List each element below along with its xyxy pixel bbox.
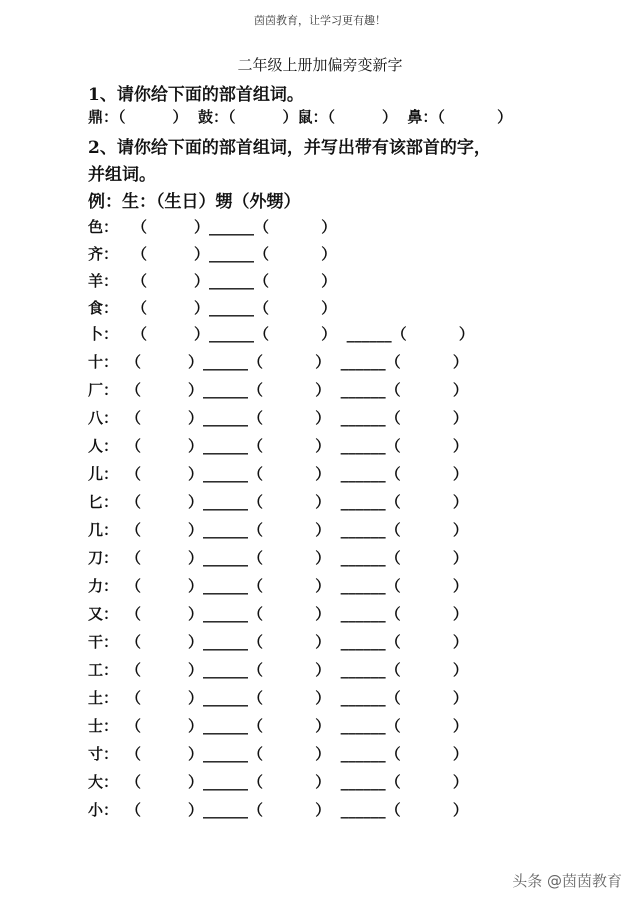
exercise-row xyxy=(88,463,468,484)
radical-label: 人： xyxy=(88,437,119,455)
exercise-row xyxy=(88,659,468,680)
answer-blanks: （ ）______（ ） ______（ ） xyxy=(126,745,468,763)
answer-blanks: （ ）______（ ） xyxy=(132,299,337,317)
question-1-line: 鼎：（ ） 鼓：（ ）鼠：（ ） 鼻：（ ） xyxy=(88,108,513,126)
answer-blanks: （ ）______（ ） xyxy=(132,218,337,236)
answer-blanks: （ ）______（ ） ______（ ） xyxy=(126,465,468,483)
radical-label: 儿： xyxy=(88,465,119,483)
watermark: 头条 @茵茵教育 xyxy=(512,872,622,890)
page-title: 二年级上册加偏旁变新字 xyxy=(237,56,403,74)
answer-blanks: （ ）______（ ） ______（ ） xyxy=(132,325,474,343)
exercise-row xyxy=(88,379,468,400)
question-2-label-line1: 2、请你给下面的部首组词，并写出带有该部首的字， xyxy=(88,138,491,158)
radical-label: 匕： xyxy=(88,493,119,511)
answer-blanks: （ ）______（ ） xyxy=(132,245,337,263)
radical-label: 工： xyxy=(88,661,119,679)
exercise-row xyxy=(88,687,468,708)
answer-blanks: （ ）______（ ） ______（ ） xyxy=(126,381,468,399)
page-header: 茵茵教育，让学习更有趣！ xyxy=(254,14,386,27)
answer-blanks: （ ）______（ ） ______（ ） xyxy=(126,605,468,623)
exercise-row xyxy=(88,216,336,237)
radical-label: 羊： xyxy=(88,272,119,290)
question-2-label-line2: 并组词。 xyxy=(88,165,156,185)
exercise-row xyxy=(88,243,336,264)
radical-label: 刀： xyxy=(88,549,119,567)
exercise-row xyxy=(88,491,468,512)
radical-label: 齐： xyxy=(88,245,119,263)
answer-blanks: （ ）______（ ） xyxy=(132,272,337,290)
exercise-row xyxy=(88,575,468,596)
answer-blanks: （ ）______（ ） ______（ ） xyxy=(126,353,468,371)
exercise-row xyxy=(88,323,474,344)
exercise-row xyxy=(88,743,468,764)
exercise-row xyxy=(88,771,468,792)
exercise-row xyxy=(88,407,468,428)
radical-label: 土： xyxy=(88,689,119,707)
exercise-row xyxy=(88,547,468,568)
exercise-row xyxy=(88,631,468,652)
radical-label: 力： xyxy=(88,577,119,595)
exercise-row xyxy=(88,351,468,372)
radical-label: 卜： xyxy=(88,325,119,343)
radical-label: 大： xyxy=(88,773,119,791)
exercise-row xyxy=(88,715,468,736)
answer-blanks: （ ）______（ ） ______（ ） xyxy=(126,773,468,791)
exercise-row xyxy=(88,603,468,624)
radical-label: 士： xyxy=(88,717,119,735)
radical-label: 小： xyxy=(88,801,119,819)
answer-blanks: （ ）______（ ） ______（ ） xyxy=(126,437,468,455)
exercise-row xyxy=(88,270,336,291)
radical-label: 干： xyxy=(88,633,119,651)
radical-label: 十： xyxy=(88,353,119,371)
answer-blanks: （ ）______（ ） ______（ ） xyxy=(126,801,468,819)
answer-blanks: （ ）______（ ） ______（ ） xyxy=(126,549,468,567)
answer-blanks: （ ）______（ ） ______（ ） xyxy=(126,661,468,679)
radical-label: 又： xyxy=(88,605,119,623)
answer-blanks: （ ）______（ ） ______（ ） xyxy=(126,717,468,735)
exercise-row xyxy=(88,435,468,456)
radical-label: 寸： xyxy=(88,745,119,763)
exercise-row xyxy=(88,297,336,318)
radical-label: 食： xyxy=(88,299,119,317)
radical-label: 色： xyxy=(88,218,119,236)
radical-label: 八： xyxy=(88,409,119,427)
exercise-row xyxy=(88,799,468,820)
answer-blanks: （ ）______（ ） ______（ ） xyxy=(126,409,468,427)
answer-blanks: （ ）______（ ） ______（ ） xyxy=(126,577,468,595)
question-1-label: 1、请你给下面的部首组词。 xyxy=(88,85,304,105)
example-line: 例：生：（生日）甥（外甥） xyxy=(88,192,301,212)
answer-blanks: （ ）______（ ） ______（ ） xyxy=(126,521,468,539)
radical-label: 厂： xyxy=(88,381,119,399)
exercise-row xyxy=(88,519,468,540)
answer-blanks: （ ）______（ ） ______（ ） xyxy=(126,633,468,651)
radical-label: 几： xyxy=(88,521,119,539)
answer-blanks: （ ）______（ ） ______（ ） xyxy=(126,493,468,511)
answer-blanks: （ ）______（ ） ______（ ） xyxy=(126,689,468,707)
